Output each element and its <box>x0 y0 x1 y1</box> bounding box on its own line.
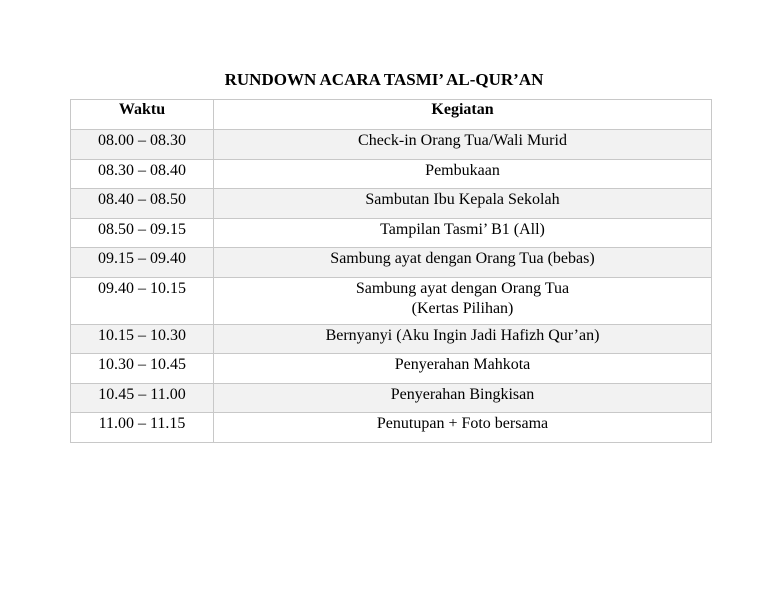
table-row <box>71 159 712 189</box>
time-cell: 08.00 – 08.30 <box>71 130 214 160</box>
rundown-table <box>70 99 712 443</box>
activity-cell: Penutupan + Foto bersama <box>214 413 712 443</box>
table-header-row <box>71 100 712 130</box>
header-activity: Kegiatan <box>214 100 712 130</box>
activity-cell <box>214 277 712 324</box>
activity-cell: Check-in Orang Tua/Wali Murid <box>214 130 712 160</box>
activity-cell: Pembukaan <box>214 159 712 189</box>
time-cell: 10.30 – 10.45 <box>71 354 214 384</box>
activity-cell: Bernyanyi (Aku Ingin Jadi Hafizh Qur’an) <box>214 324 712 354</box>
table-row <box>71 324 712 354</box>
activity-cell: Sambung ayat dengan Orang Tua (bebas) <box>214 248 712 278</box>
table-row <box>71 383 712 413</box>
table-row <box>71 354 712 384</box>
table-row <box>71 218 712 248</box>
activity-line-2: (Kertas Pilihan) <box>411 299 514 317</box>
table-row <box>71 413 712 443</box>
document-title: RUNDOWN ACARA TASMI’ AL-QUR’AN <box>224 70 544 89</box>
table-row <box>71 248 712 278</box>
activity-line-1: Sambung ayat dengan Orang Tua <box>355 279 570 297</box>
time-cell: 08.50 – 09.15 <box>71 218 214 248</box>
table-row <box>71 130 712 160</box>
time-cell: 08.40 – 08.50 <box>71 189 214 219</box>
time-cell: 10.45 – 11.00 <box>71 383 214 413</box>
time-cell: 08.30 – 08.40 <box>71 159 214 189</box>
time-cell: 11.00 – 11.15 <box>71 413 214 443</box>
time-cell: 09.15 – 09.40 <box>71 248 214 278</box>
table-row <box>71 189 712 219</box>
header-time: Waktu <box>71 100 214 130</box>
time-cell: 09.40 – 10.15 <box>71 277 214 324</box>
activity-cell: Tampilan Tasmi’ B1 (All) <box>214 218 712 248</box>
time-cell: 10.15 – 10.30 <box>71 324 214 354</box>
activity-cell: Sambutan Ibu Kepala Sekolah <box>214 189 712 219</box>
table-row <box>71 277 712 324</box>
activity-cell: Penyerahan Bingkisan <box>214 383 712 413</box>
activity-cell: Penyerahan Mahkota <box>214 354 712 384</box>
